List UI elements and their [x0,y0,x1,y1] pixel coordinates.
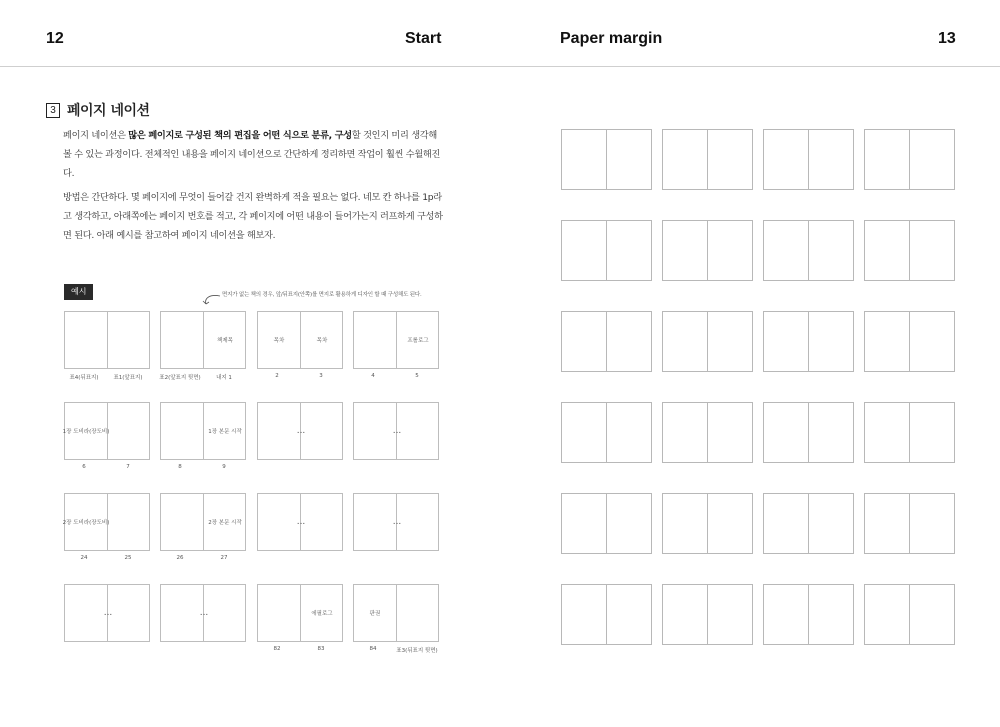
spread-fold-line [203,403,204,459]
section-heading [46,100,150,120]
section-title: 페이지 네이션 [67,103,150,119]
example-spread [257,402,343,460]
example-spread [353,584,439,642]
example-tag: 예시 [64,284,93,300]
example-spread [64,311,150,369]
spread-fold-line [808,403,809,462]
handwritten-note: 면지가 없는 책의 경우, 앞/뒤표지(안쪽)를 면지로 활용하게 디자인 할 때 구성해도 된다. [222,292,422,298]
paragraph-1-emphasis: 많은 페이지로 구성된 책의 편집을 어떤 식으로 분류, 구성 [128,130,352,141]
spread-label: 목차 [273,338,285,344]
page-number-caption: 82 [273,646,281,652]
page-number-caption: 9 [222,464,226,470]
page-number-caption: 6 [82,464,86,470]
spread-fold-line [300,312,301,368]
spread-fold-line [808,221,809,280]
blank-spread [864,584,955,645]
blank-spread [763,311,854,372]
spread-fold-line [808,312,809,371]
spread-fold-line [707,221,708,280]
blank-spread [662,311,753,372]
spread-label: 1장 본문 시작 [208,429,242,435]
blank-spread [864,311,955,372]
page-number-caption: 26 [176,555,184,561]
blank-spread [864,220,955,281]
blank-spread [864,402,955,463]
example-spread [64,402,150,460]
page-number-caption: 3 [319,373,323,379]
spread-fold-line [707,403,708,462]
example-spread [160,584,246,642]
blank-spread [763,493,854,554]
spread-label: 책제목 [217,338,233,344]
page-number-caption: 5 [415,373,419,379]
spread-label: 2장 도비라(장도비) [62,520,110,526]
body-text [63,126,448,249]
page-number-caption: 내지 1 [216,375,232,381]
example-spread [160,311,246,369]
paragraph-1: 페이지 네이션은 많은 페이지로 구성된 책의 편집을 어떤 식으로 분류, 구성할 것인지 미리 생각해 볼 수 있는 과정이다. 전체적인 내용을 페이지 네이션으로 간단하게 정리하면 작업이 훨씬 수월해진다. [63,130,441,180]
right-page-number: 13 [938,30,956,47]
spread-label: 판권 [369,611,381,617]
blank-spread [864,493,955,554]
blank-spread [763,402,854,463]
spread-fold-line [107,312,108,368]
spread-fold-line [707,130,708,189]
spread-fold-line [909,403,910,462]
ellipsis-label: ... [103,608,113,618]
blank-spread [662,402,753,463]
page-number-caption: 27 [220,555,228,561]
example-spread [257,584,343,642]
spread-fold-line [707,494,708,553]
page-number-caption: 83 [317,646,325,652]
spread-fold-line [707,585,708,644]
blank-spread [561,311,652,372]
page-number-caption: 25 [124,555,132,561]
example-spread [64,584,150,642]
section-number-box: 3 [46,103,60,118]
spread-fold-line [909,585,910,644]
example-spread [257,493,343,551]
right-section-title: Paper margin [560,30,663,47]
spread-fold-line [606,494,607,553]
spread-fold-line [808,585,809,644]
example-spread [160,493,246,551]
spread-fold-line [909,130,910,189]
blank-spread [662,129,753,190]
spread-fold-line [203,312,204,368]
ellipsis-label: ... [199,608,209,618]
spread-fold-line [203,494,204,550]
blank-spread [561,493,652,554]
spread-label: 프롤로그 [407,338,429,344]
example-spread [353,402,439,460]
page-number-caption: 8 [178,464,182,470]
blank-spread [763,584,854,645]
spread-label: 목차 [316,338,328,344]
example-spread [160,402,246,460]
blank-spread [662,584,753,645]
spread-fold-line [606,130,607,189]
spread-fold-line [909,494,910,553]
spread-fold-line [909,312,910,371]
example-spread [64,493,150,551]
page-number-caption: 표3(뒤표지 뒷면) [396,648,438,654]
ellipsis-label: ... [296,517,306,527]
spread-fold-line [396,312,397,368]
spread-fold-line [606,403,607,462]
page-number-caption: 4 [371,373,375,379]
blank-spread [763,220,854,281]
blank-spread [763,129,854,190]
spread-fold-line [606,221,607,280]
spread-fold-line [707,312,708,371]
page-number-caption: 84 [369,646,377,652]
ellipsis-label: ... [392,517,402,527]
blank-spread [561,402,652,463]
spread-fold-line [808,494,809,553]
spread-label: 1장 도비라(장도비) [62,429,110,435]
spread-fold-line [396,585,397,641]
spread-fold-line [300,585,301,641]
blank-spread [662,220,753,281]
paragraph-2: 방법은 간단하다. 몇 페이지에 무엇이 들어갈 건지 완벽하게 적을 필요는 없다. 네모 칸 하나를 1p라고 생각하고, 아래쪽에는 페이지 번호를 적고, 각 페이지에 어떤 내용이 들어가는지 러프하게 구성하면 된다. 아래 예시를 참고하여 페이지 네이션을 해보자. [63,191,443,242]
blank-spread [561,584,652,645]
header-divider [0,66,1000,67]
example-spread [257,311,343,369]
blank-spread [561,129,652,190]
example-spread [353,493,439,551]
blank-spread [561,220,652,281]
page-number-caption: 표4(뒤표지) [69,375,99,381]
blank-spread [864,129,955,190]
blank-spread [662,493,753,554]
page-number-caption: 2 [275,373,279,379]
page-number-caption: 표2(앞표지 뒷면) [159,375,201,381]
spread-label: 2장 본문 시작 [208,520,242,526]
left-section-title: Start [405,30,442,47]
spread-label: 에필로그 [311,611,333,617]
spread-fold-line [909,221,910,280]
ellipsis-label: ... [392,426,402,436]
page-number-caption: 7 [126,464,130,470]
example-spread [353,311,439,369]
spread-fold-line [606,312,607,371]
ellipsis-label: ... [296,426,306,436]
handwritten-arrow-icon [200,292,222,310]
spread-fold-line [808,130,809,189]
spread-fold-line [606,585,607,644]
page-number-caption: 24 [80,555,88,561]
page-number-caption: 표1(앞표지) [113,375,143,381]
left-page-number: 12 [46,30,64,47]
